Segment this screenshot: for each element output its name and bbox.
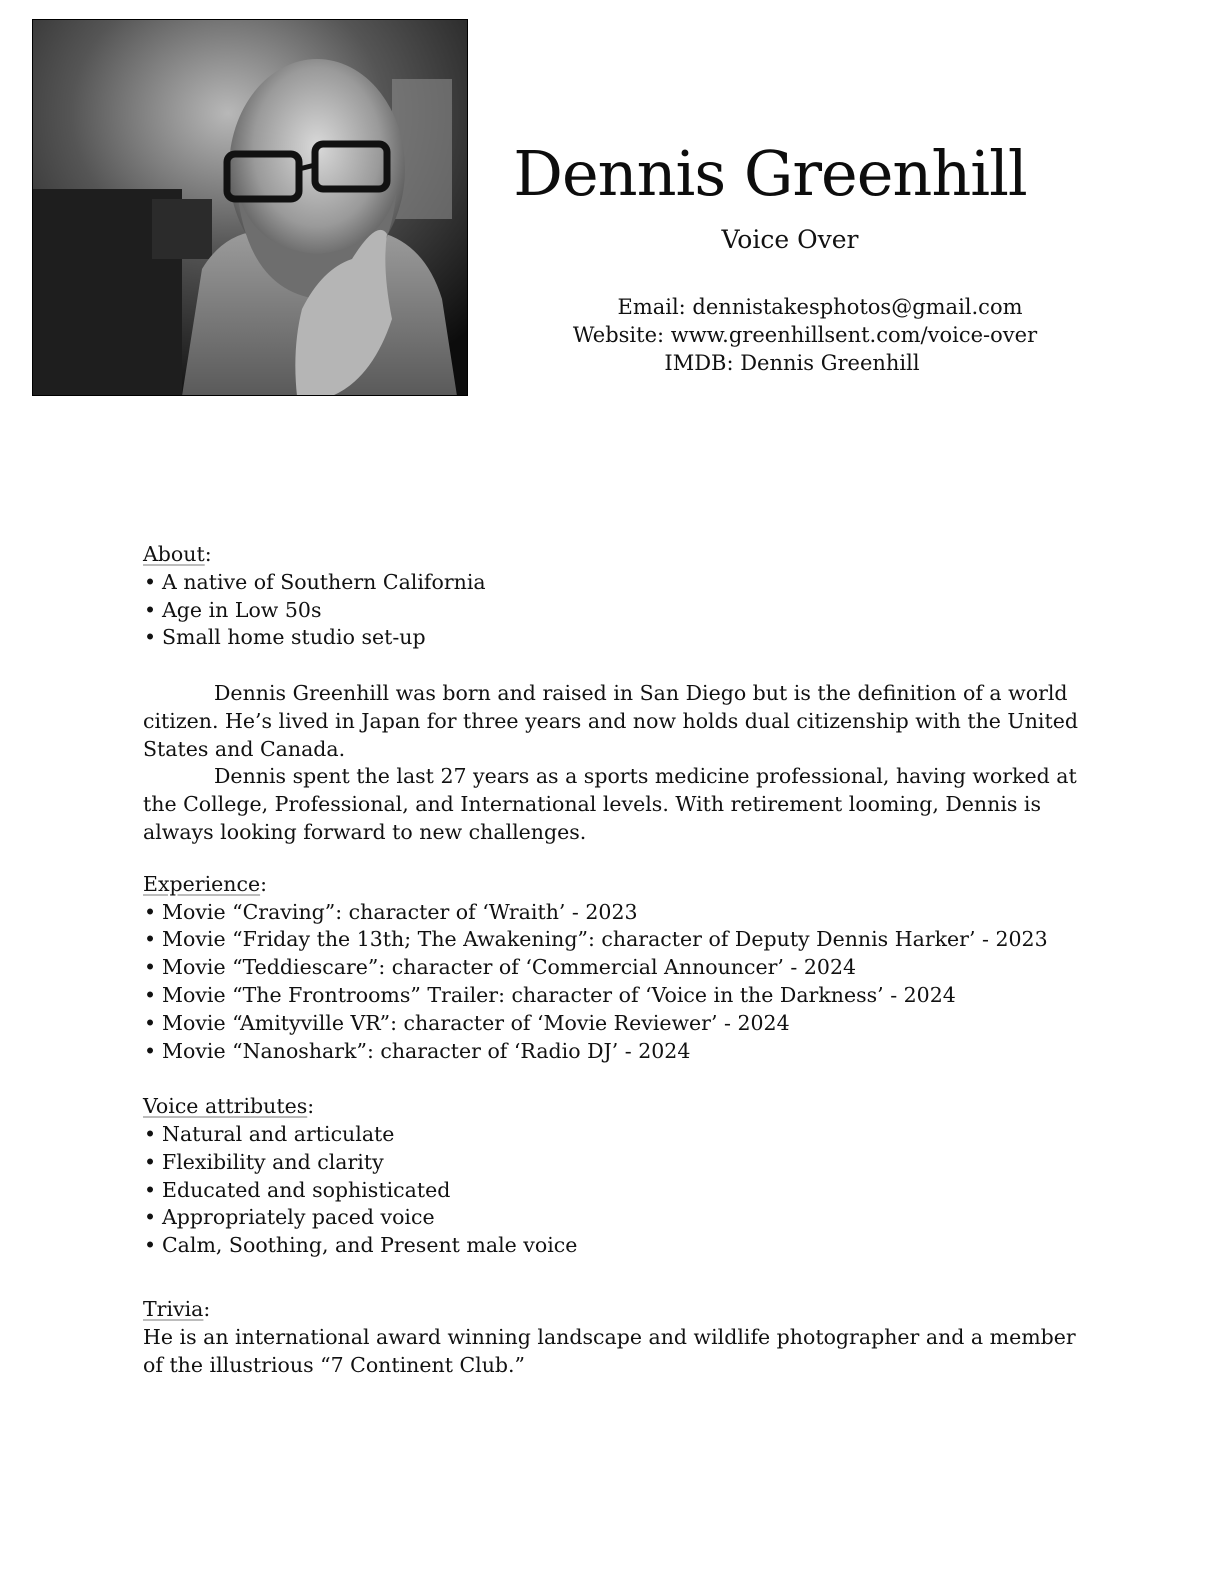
experience-item: • Movie “Nanoshark”: character of ‘Radio DJ’ - 2024 xyxy=(143,1038,1083,1066)
resume-body xyxy=(143,541,1083,1379)
about-item: • Age in Low 50s xyxy=(143,597,1083,625)
website-line[interactable]: Website: www.greenhillsent.com/voice-over xyxy=(572,323,1038,347)
experience-list xyxy=(143,899,1083,1066)
bio-paragraph: Dennis spent the last 27 years as a sports medicine professional, having worked at the College, Professional, and International levels. With retirement looming, Dennis is always looking forward to new challenges. xyxy=(143,764,1077,844)
trivia-text: He is an international award winning landscape and wildlife photographer and a member of the illustrious “7 Continent Club.” xyxy=(143,1324,1076,1377)
about-heading-row: About: xyxy=(143,542,212,566)
experience-item: • Movie “Craving”: character of ‘Wraith’ - 2023 xyxy=(143,899,1083,927)
voice-attribute-item: • Calm, Soothing, and Present male voice xyxy=(143,1232,1083,1260)
about-heading: About xyxy=(143,542,205,566)
voice-attribute-item: • Appropriately paced voice xyxy=(143,1204,1083,1232)
bio-paragraph: Dennis Greenhill was born and raised in San Diego but is the definition of a world citizen. He’s lived in Japan for three years and now holds dual citizenship with the United States and Canada. xyxy=(143,680,1078,761)
experience-heading-row: Experience: xyxy=(143,871,268,896)
voice-attributes-heading-row: Voice attributes: xyxy=(143,1094,315,1119)
voice-attribute-item: • Flexibility and clarity xyxy=(143,1149,1083,1177)
experience-item: • Movie “Friday the 13th; The Awakening”: character of Deputy Dennis Harker’ - 2023 xyxy=(143,926,1083,954)
experience-heading: Experience xyxy=(143,871,261,896)
headshot-photo xyxy=(32,19,468,396)
voice-attribute-item: • Natural and articulate xyxy=(143,1121,1083,1149)
trivia-heading-row: Trivia: xyxy=(143,1296,211,1321)
about-item: • Small home studio set-up xyxy=(143,624,1083,652)
about-item: • A native of Southern California xyxy=(143,569,1083,597)
about-list xyxy=(143,569,1083,652)
portrait-image xyxy=(32,19,468,396)
person-name: Dennis Greenhill xyxy=(513,137,1027,210)
experience-item: • Movie “Teddiescare”: character of ‘Commercial Announcer’ - 2024 xyxy=(143,954,1083,982)
trivia-heading: Trivia xyxy=(143,1296,204,1321)
imdb-line[interactable]: IMDB: Dennis Greenhill xyxy=(664,351,920,375)
experience-item: • Movie “Amityville VR”: character of ‘Movie Reviewer’ - 2024 xyxy=(143,1010,1083,1038)
experience-item: • Movie “The Frontrooms” Trailer: character of ‘Voice in the Darkness’ - 2024 xyxy=(143,982,1083,1010)
voice-attribute-item: • Educated and sophisticated xyxy=(143,1177,1083,1205)
voice-attributes-heading: Voice attributes xyxy=(143,1094,308,1119)
role-title: Voice Over xyxy=(721,225,859,254)
voice-attributes-list xyxy=(143,1121,1083,1260)
email-line[interactable]: Email: dennistakesphotos@gmail.com xyxy=(617,295,1023,319)
